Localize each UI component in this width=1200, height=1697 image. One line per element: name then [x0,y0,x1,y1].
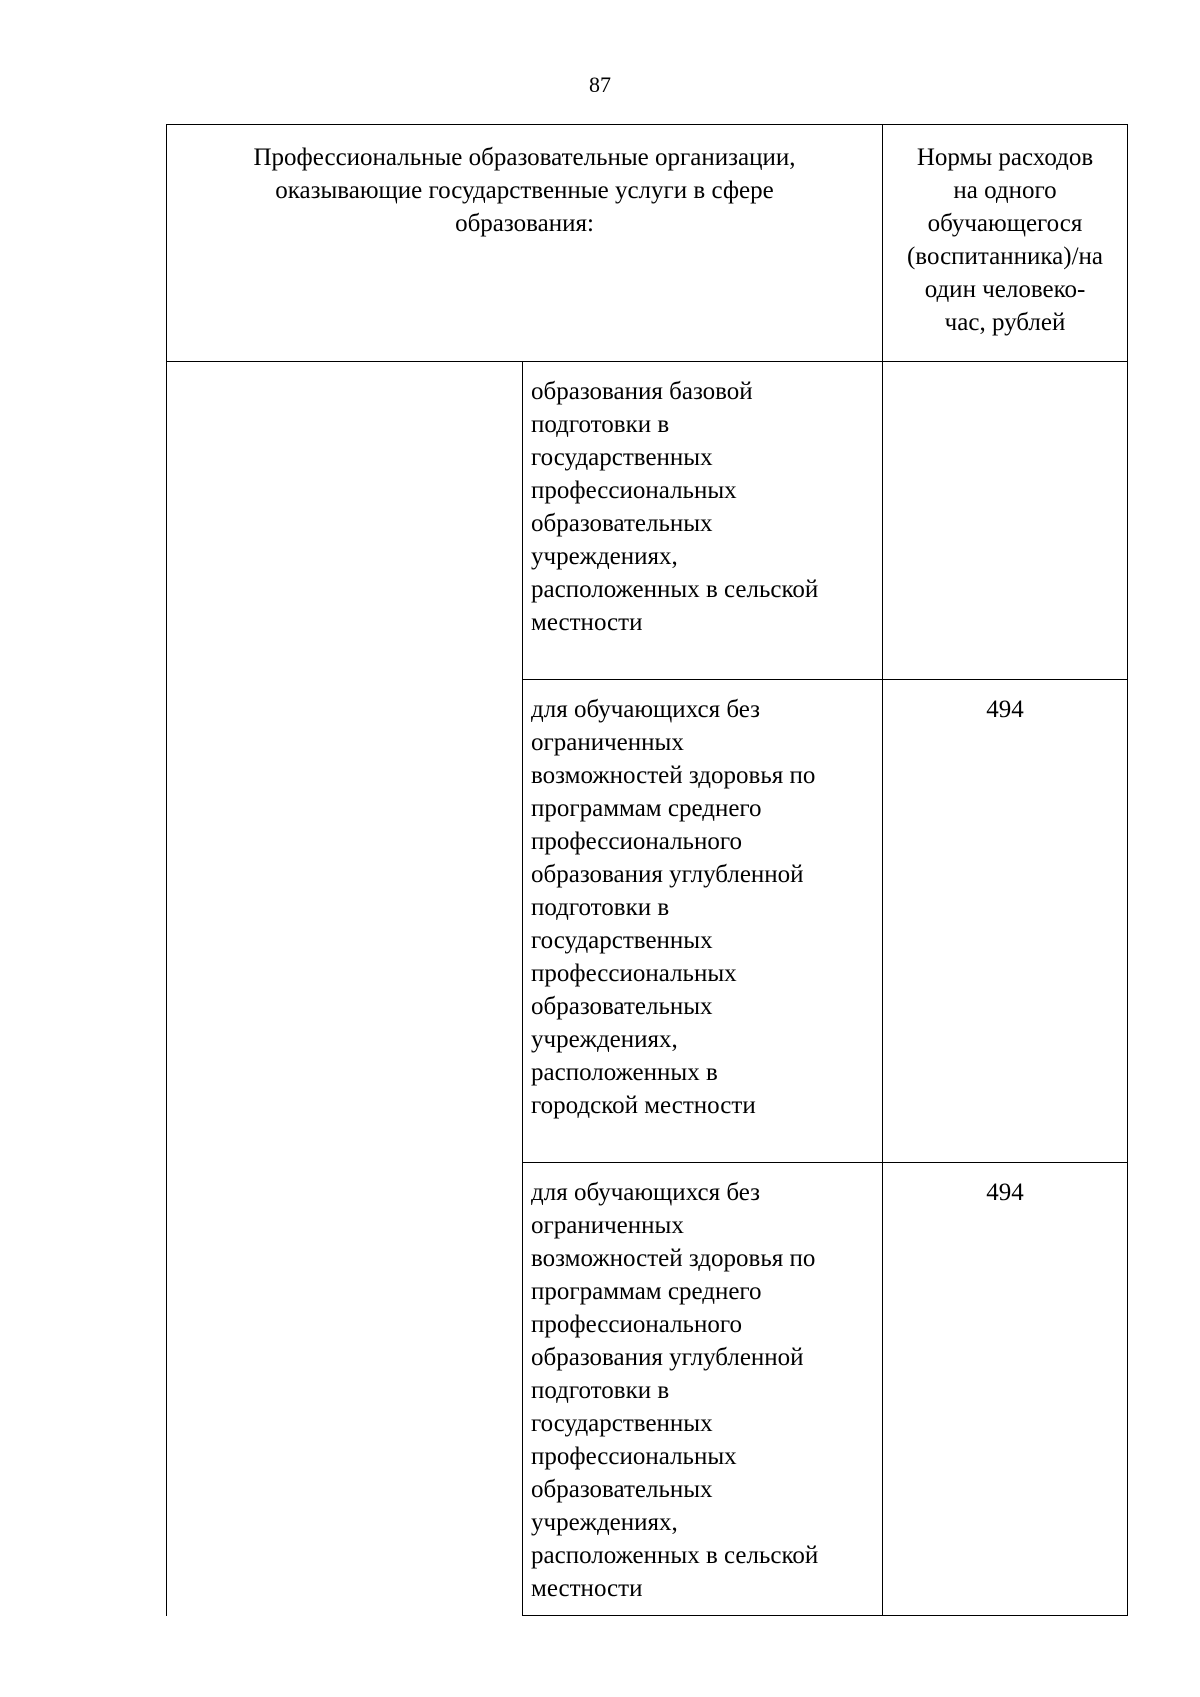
row-description: для обучающихся без ограниченных возможностей здоровья по программам среднего профессионального образования углубленной подготовки в государственных профессиональных образовательных учреждениях, расположенных в городской местности [523,680,883,1163]
norms-table [166,124,1128,1616]
organization-category-cell [167,362,523,1616]
table-row [167,362,1128,680]
header-norms [883,125,1128,362]
header-norms-text: Нормы расходов на одного обучающегося (воспитанника)/на один человеко- час, рублей [906,144,1103,336]
header-organizations [167,125,883,362]
row-description: образования базовой подготовки в государственных профессиональных образовательных учреждениях, расположенных в сельской местности [523,362,883,680]
row-description: для обучающихся без ограниченных возможностей здоровья по программам среднего профессионального образования углубленной подготовки в государственных профессиональных образовательных учреждениях, расположенных в сельской местности [523,1163,883,1616]
row-value [883,362,1128,680]
header-organizations-text: Профессиональные образовательные организации, оказывающие государственные услуги в сфере образования: [253,144,796,237]
row-value: 494 [883,1163,1128,1616]
page-number: 87 [589,72,611,97]
table-header-row [167,125,1128,362]
row-value: 494 [883,680,1128,1163]
